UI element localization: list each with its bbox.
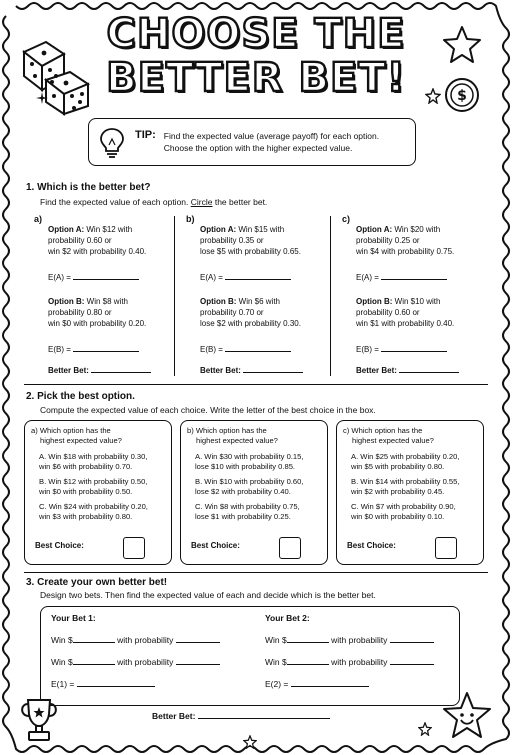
choice-b-line1: B. Win $10 with probability 0.60, [195, 477, 304, 486]
e1-answer-line[interactable] [51, 679, 251, 689]
title-line-1: CHOOSE THE [106, 11, 406, 57]
eb-label: E(B) = [200, 345, 223, 354]
instr-post: the better bet. [212, 197, 268, 207]
option-b-text [200, 296, 330, 329]
prob-label: with probability [331, 635, 388, 645]
section-divider [24, 384, 488, 385]
option-b-line3: win $0 with probability 0.20. [48, 319, 147, 328]
option-b-line1: Win $8 with [84, 297, 129, 306]
option-a-line3: lose $5 with probability 0.65. [200, 247, 301, 256]
e2-label: E(2) = [265, 679, 289, 689]
option-b-line1: Win $6 with [236, 297, 281, 306]
instr-circle: Circle [190, 197, 213, 207]
choice-c [195, 502, 321, 522]
small-star-icon [425, 88, 441, 104]
option-b-line2: probability 0.70 or [200, 308, 264, 317]
option-a-text [48, 224, 178, 257]
problem-1a [34, 214, 184, 376]
section-2-instructions: Compute the expected value of each choice. Write the letter of the best choice in the box. [40, 405, 376, 415]
lightbulb-icon [97, 125, 127, 159]
bet-2-row-1[interactable] [265, 635, 465, 645]
eb-label: E(B) = [356, 345, 379, 354]
column-divider [174, 216, 175, 376]
ea-answer-line[interactable] [200, 272, 291, 283]
star-icon [442, 24, 482, 64]
problem-letter: c) [342, 214, 351, 224]
section-1-title: 1. Which is the better bet? [26, 182, 151, 193]
choice-c-line2: win $0 with probability 0.10. [351, 512, 445, 521]
tip-line-1: Find the expected value (average payoff) for each option. [163, 131, 380, 141]
question-line2: highest expected value? [40, 436, 122, 445]
choice-b-line2: win $2 with probability 0.45. [351, 487, 445, 496]
bet-2-title: Your Bet 2: [265, 613, 310, 623]
trophy-icon [16, 694, 62, 744]
choice-c [39, 502, 165, 522]
option-b-label: Option B: [48, 297, 85, 306]
bet-1-title: Your Bet 1: [51, 613, 96, 623]
choice-a-line1: A. Win $25 with probability 0.20, [351, 452, 460, 461]
choice-c [351, 502, 477, 522]
eb-answer-line[interactable] [200, 344, 291, 355]
option-b-line2: probability 0.80 or [48, 308, 112, 317]
bet-1-row-1[interactable] [51, 635, 251, 645]
choice-b [195, 477, 321, 497]
choice-b-line1: B. Win $14 with probability 0.55, [351, 477, 460, 486]
option-a-text [356, 224, 486, 257]
option-a-line1: Win $12 with [84, 225, 133, 234]
option-a-line2: probability 0.60 or [48, 236, 112, 245]
better-bet-label: Better Bet: [48, 366, 89, 375]
prob-label: with probability [117, 635, 174, 645]
better-bet-line[interactable] [48, 365, 151, 376]
dice-icon [18, 36, 94, 116]
instr-pre: Find the expected value of each option. [40, 197, 191, 207]
win-label: Win $ [51, 657, 73, 667]
question-line1: c) Which option has the [343, 426, 423, 435]
option-a-line3: win $2 with probability 0.40. [48, 247, 147, 256]
best-choice-label: Best Choice: [347, 541, 396, 550]
choice-b-line2: lose $2 with probability 0.40. [195, 487, 291, 496]
question-line1: a) Which option has the [31, 426, 111, 435]
option-b-label: Option B: [200, 297, 237, 306]
choice-c-line1: C. Win $7 with probability 0.90, [351, 502, 456, 511]
option-a-line1: Win $15 with [236, 225, 285, 234]
smiling-star-icon [440, 690, 494, 742]
svg-text:$: $ [457, 88, 467, 104]
option-a-label: Option A: [356, 225, 393, 234]
option-b-label: Option B: [356, 297, 393, 306]
choice-a-line2: win $6 with probability 0.70. [39, 462, 133, 471]
section-3-title: 3. Create your own better bet! [26, 577, 168, 588]
final-better-bet-label: Better Bet: [152, 711, 196, 721]
prob-label: with probability [117, 657, 174, 667]
small-star-icon [243, 735, 257, 749]
eb-answer-line[interactable] [356, 344, 447, 355]
option-a-line2: probability 0.25 or [356, 236, 420, 245]
dollar-coin-icon [443, 76, 481, 114]
choice-c-line1: C. Win $24 with probability 0.20, [39, 502, 148, 511]
e1-label: E(1) = [51, 679, 75, 689]
column-divider [330, 216, 331, 376]
ea-label: E(A) = [48, 273, 71, 282]
option-a-line3: win $4 with probability 0.75. [356, 247, 455, 256]
problem-1c [342, 214, 492, 376]
win-label: Win $ [265, 657, 287, 667]
section-divider [24, 572, 488, 573]
e2-answer-line[interactable] [265, 679, 465, 689]
best-choice-label: Best Choice: [191, 541, 240, 550]
title-line-2: BETTER BET! [106, 55, 406, 101]
problem-2c [336, 420, 484, 565]
problem-letter: a) [34, 214, 43, 224]
tip-line-2: Choose the option with the higher expected value. [163, 143, 353, 153]
option-b-line3: lose $2 with probability 0.30. [200, 319, 301, 328]
final-better-bet-line[interactable] [152, 711, 330, 721]
choice-a [39, 452, 165, 472]
choice-a-line1: A. Win $30 with probability 0.15, [195, 452, 304, 461]
choice-a-line2: win $5 with probability 0.80. [351, 462, 445, 471]
question-line2: highest expected value? [196, 436, 278, 445]
option-b-line2: probability 0.60 or [356, 308, 420, 317]
better-bet-line[interactable] [356, 365, 459, 376]
question [187, 426, 321, 446]
choice-a-line1: A. Win $18 with probability 0.30, [39, 452, 148, 461]
problem-2b [180, 420, 328, 565]
choice-c-line2: lose $1 with probability 0.25. [195, 512, 291, 521]
problem-letter: b) [186, 214, 195, 224]
choice-a-line2: lose $10 with probability 0.85. [195, 462, 296, 471]
ea-answer-line[interactable] [356, 272, 447, 283]
choice-a [351, 452, 477, 472]
choice-b [351, 477, 477, 497]
prob-label: with probability [331, 657, 388, 667]
better-bet-label: Better Bet: [356, 366, 397, 375]
option-a-label: Option A: [48, 225, 85, 234]
ea-label: E(A) = [200, 273, 223, 282]
section-2-title: 2. Pick the best option. [26, 391, 135, 402]
eb-answer-line[interactable] [48, 344, 139, 355]
eb-label: E(B) = [48, 345, 71, 354]
sparkle-icon [36, 92, 48, 104]
ea-label: E(A) = [356, 273, 379, 282]
bet-1-column [51, 613, 251, 701]
bet-2-column [265, 613, 465, 701]
section-3-instructions: Design two bets. Then find the expected value of each and decide which is the better bet. [40, 590, 376, 600]
choice-b-line1: B. Win $12 with probability 0.50, [39, 477, 148, 486]
best-choice-box[interactable] [279, 537, 301, 559]
create-bets-box [40, 606, 460, 706]
page-title [96, 12, 416, 100]
best-choice-label: Best Choice: [35, 541, 84, 550]
win-label: Win $ [51, 635, 73, 645]
ea-answer-line[interactable] [48, 272, 139, 283]
option-b-text [356, 296, 486, 329]
option-b-text [48, 296, 178, 329]
question [31, 426, 165, 446]
tip-text [164, 130, 379, 154]
choice-c-line2: win $3 with probability 0.80. [39, 512, 133, 521]
option-a-line1: Win $20 with [392, 225, 441, 234]
small-star-icon [418, 722, 432, 736]
question-line2: highest expected value? [352, 436, 434, 445]
better-bet-line[interactable] [200, 365, 303, 376]
option-b-line1: Win $10 with [392, 297, 441, 306]
option-b-line3: win $1 with probability 0.40. [356, 319, 455, 328]
best-choice-box[interactable] [435, 537, 457, 559]
question-line1: b) Which option has the [187, 426, 267, 435]
choice-c-line1: C. Win $8 with probability 0.75, [195, 502, 300, 511]
tip-box [88, 118, 416, 166]
option-a-line2: probability 0.35 or [200, 236, 264, 245]
win-label: Win $ [265, 635, 287, 645]
problem-2a [24, 420, 172, 565]
choice-a [195, 452, 321, 472]
better-bet-label: Better Bet: [200, 366, 241, 375]
best-choice-box[interactable] [123, 537, 145, 559]
choice-b [39, 477, 165, 497]
tip-label: TIP: [135, 129, 156, 141]
bet-2-row-2[interactable] [265, 657, 465, 667]
choice-b-line2: win $0 with probability 0.50. [39, 487, 133, 496]
problem-1b [186, 214, 336, 376]
option-a-label: Option A: [200, 225, 237, 234]
bet-1-row-2[interactable] [51, 657, 251, 667]
section-1-instructions [40, 197, 267, 207]
option-a-text [200, 224, 330, 257]
question [343, 426, 477, 446]
